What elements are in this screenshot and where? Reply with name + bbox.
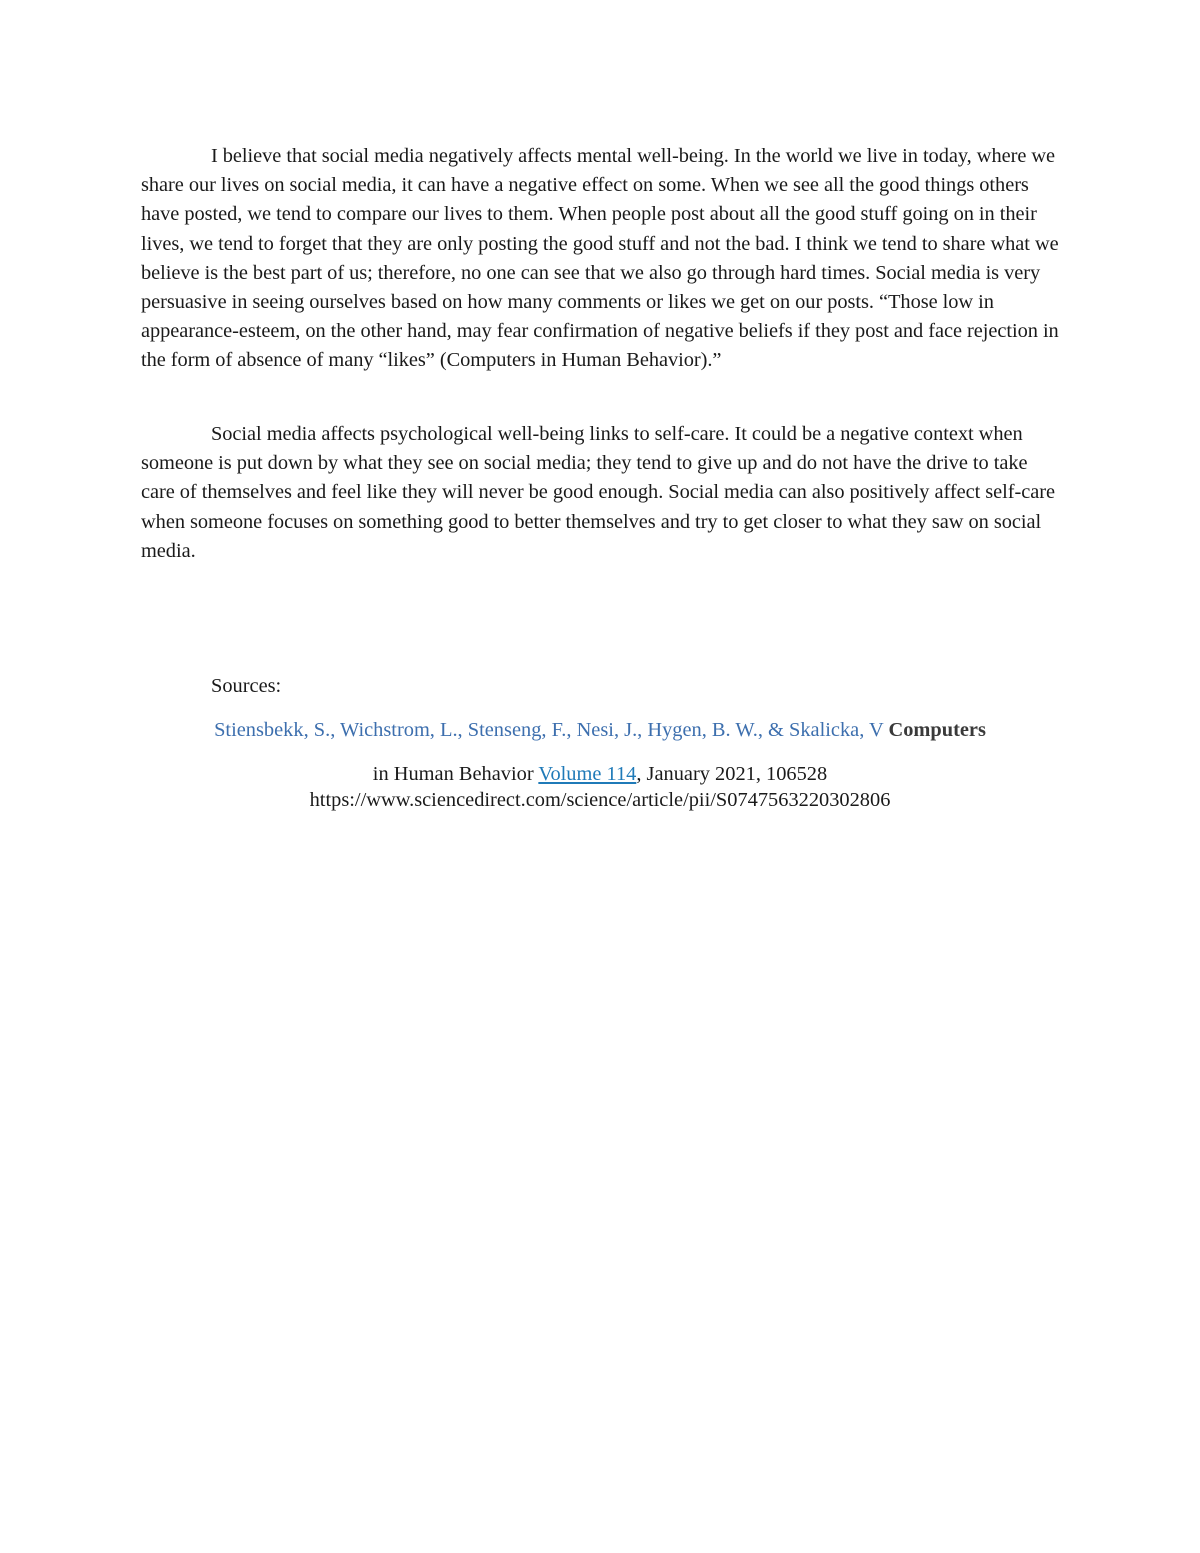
citation-authors: Stiensbekk, S., Wichstrom, L., Stenseng, F., Nesi, J., Hygen, B. W., & Skalicka, V (214, 719, 884, 741)
citation-url: https://www.sciencedirect.com/science/article/pii/S0747563220302806 (309, 789, 891, 811)
citation-date-id: , January 2021, 106528 (636, 763, 828, 785)
citation-authors-line (0, 716, 1200, 745)
paragraph-1: I believe that social media negatively affects mental well-being. In the world we live in today, where we share our lives on social media, it can have a negative effect on some. When we see all the good things others have posted, we tend to compare our lives to them. When people post about all the good stuff going on in their lives, we tend to forget that they are only posting the good stuff and not the bad. I think we tend to share what we believe is the best part of us; therefore, no one can see that we also go through hard times. Social media is very persuasive in seeing ourselves based on how many comments or likes we get on our posts. “Those low in appearance-esteem, on the other hand, may fear confirmation of negative beliefs if they post and face rejection in the form of absence of many “likes” (Computers in Human Behavior).” (141, 145, 1059, 372)
citation-journal-name: in Human Behavior (372, 763, 539, 785)
paragraph-2: Social media affects psychological well-being links to self-care. It could be a negative context when someone is put down by what they see on social media; they tend to give up and do not have the drive to take care of themselves and feel like they will never be good enough. Social media can also positively affect self-care when someone focuses on something good to better themselves and try to get closer to what they saw on social media. (141, 423, 1055, 562)
citation-journal-line (0, 761, 1200, 787)
citation-journal-bold: Computers (888, 719, 986, 741)
sources-heading: Sources: (211, 675, 282, 697)
citation-details (0, 761, 1200, 813)
volume-link[interactable]: Volume 114 (538, 763, 637, 785)
